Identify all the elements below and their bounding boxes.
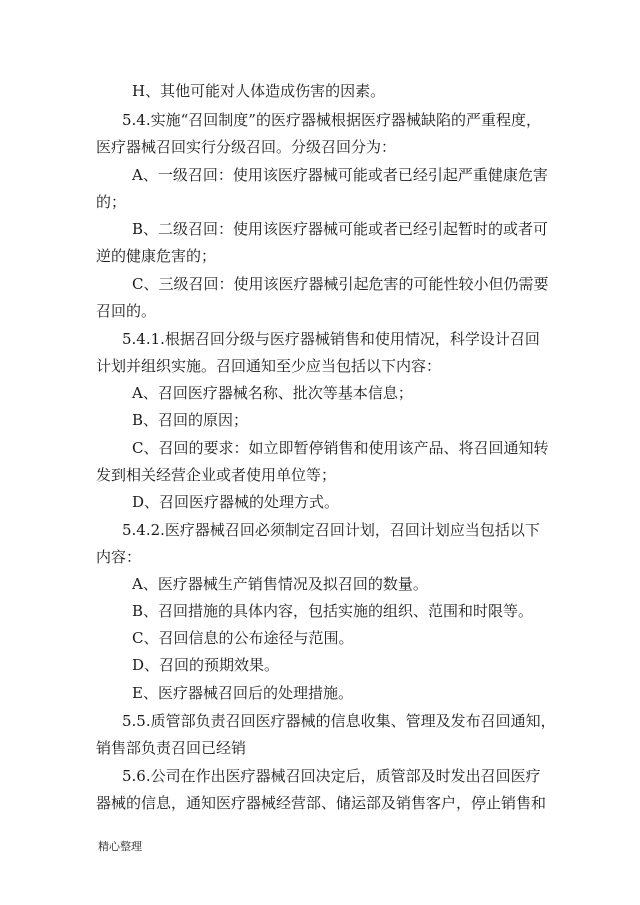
text-line: A、一级召回：使用该医疗器械可能或者已经引起严重健康危害	[132, 166, 548, 184]
text-line: C、三级召回：使用该医疗器械引起危害的可能性较小但仍需要	[132, 275, 549, 293]
text-line: 销售部负责召回已经销	[96, 739, 247, 757]
text-line: 5.4.实施“召回制度”的医疗器械根据医疗器械缺陷的严重程度，	[122, 111, 541, 129]
text-line: A、召回医疗器械名称、批次等基本信息；	[132, 384, 413, 402]
text-line: 召回的。	[96, 302, 157, 320]
text-line: A、医疗器械生产销售情况及拟召回的数量。	[132, 575, 428, 593]
text-line: D、召回医疗器械的处理方式。	[132, 493, 340, 511]
text-line: 的；	[96, 193, 127, 211]
text-line: B、召回的原因；	[132, 411, 249, 429]
text-line: E、医疗器械召回后的处理措施。	[132, 684, 353, 702]
page-footer: 精心整理	[98, 840, 142, 853]
text-line: D、召回的预期效果。	[132, 656, 280, 674]
text-line: 发到相关经营企业或者使用单位等；	[96, 466, 337, 484]
text-line: B、召回措施的具体内容，包括实施的组织、范围和时限等。	[132, 602, 534, 620]
text-line: 器械的信息，通知医疗器械经营部、储运部及销售客户，停止销售和	[96, 794, 547, 812]
text-line: 5.4.1.根据召回分级与医疗器械销售和使用情况，科学设计召回	[122, 330, 540, 348]
text-line: 内容：	[96, 548, 142, 566]
text-line: H、其他可能对人体造成伤害的因素。	[132, 82, 386, 100]
text-line: 医疗器械召回实行分级召回。分级召回分为：	[96, 138, 397, 156]
text-line: B、二级召回：使用该医疗器械可能或者已经引起暂时的或者可	[132, 220, 549, 238]
text-line: 计划并组织实施。召回通知至少应当包括以下内容：	[96, 357, 442, 375]
text-line: C、召回的要求：如立即暂停销售和使用该产品、将召回通知转	[132, 439, 549, 457]
text-line: 5.4.2.医疗器械召回必须制定召回计划，召回计划应当包括以下	[122, 521, 540, 539]
text-line: 5.5.质管部负责召回医疗器械的信息收集、管理及发布召回通知，	[122, 712, 556, 730]
text-line: 逆的健康危害的；	[96, 247, 217, 265]
text-line: 5.6.公司在作出医疗器械召回决定后，质管部及时发出召回医疗	[122, 767, 541, 785]
text-line: C、召回信息的公布途径与范围。	[132, 629, 354, 647]
